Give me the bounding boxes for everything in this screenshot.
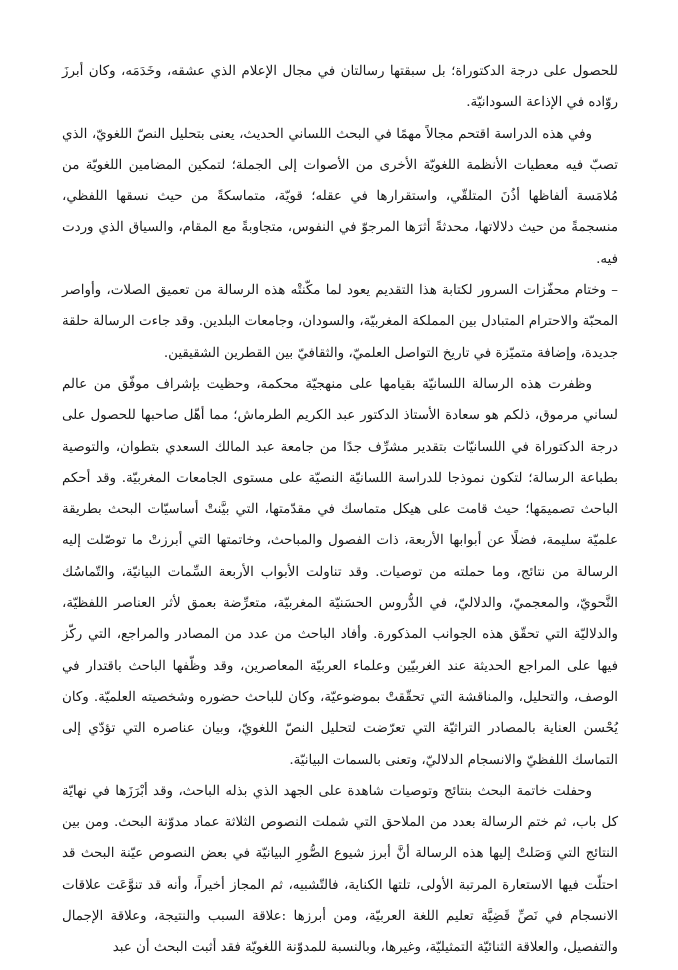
paragraph-study-field: وفي هذه الدراسة اقتحم مجالاً مهمًا في البحث اللساني الحديث، يعنى بتحليل النصّ اللغويّ، الذي تصبّ فيه معطيات الأنظمة اللغويّة الأخرى من الأصوات إلى الجملة؛ لتمكين المضامين اللغويّة من مُلامَسة ألفاظها أذُنَ المتلقّي، واستقرارها في عقله؛ قويّة، متماسكةً من حيث نسقها اللفظي، منسجمةً من حيث دلالاتها، محدثةً أثرَها المرجوّ في النفوس، متجاوبةً مع المقام، والسياق الذي وردت فيه.	[62, 126, 618, 267]
paragraph-intro-continuation: للحصول على درجة الدكتوراة؛ بل سبقتها رسالتان في مجال الإعلام الذي عشقه، وخَدَمَه، وكان أبرزَ روّاده في الإذاعة السودانيّة.	[62, 64, 618, 111]
paragraph-conclusion-results: وحفلت خاتمة البحث بنتائج وتوصيات شاهدة على الجهد الذي بذله الباحث، وقد أبْرَزَها في نهايّة كل باب، ثم ختم الرسالة بعدد من الملاحق التي شملت النصوص الثلاثة عماد مدوّنة البحث. ومن بين النتائج التي وَصَلتْ إليها هذه الرسالة أنَّ أبرز شيوع الصُّورِ البيانيّة في بعض النصوص عيّنة البحث قد احتلّت فيها الاستعارة المرتبة الأولى، تلتها الكناية، فالتّشبيه، ثم المجاز أخيراً، وأنه قد تنوَّعَت علاقات الانسجام في نَصِّ قَضِيَّة تعليم اللغة العربيّة، ومن أبرزها :علاقة السبب والنتيجة، وعلاقة الإجمال والتفصيل، والعلاقة الثنائيّة التمثيليّة، وغيرها، وبالنسبة للمدوّنة اللغويّة فقد أثبت البحث أن عبد	[62, 783, 618, 956]
paragraph-closing-motivation: – وختام محفّزات السرور لكتابة هذا التقديم يعود لما مكّنتْه هذه الرسالة من تعميق الصلات، وأواصر المحبّة والاحترام المتبادل بين المملكة المغربيّة، والسودان، وجامعات البلدين. وقد جاءت الرسالة حلقة جديدة، وإضافة متميّزة في تاريخ التواصل العلميّ، والثقافيّ بين القطرين الشقيقين.	[62, 283, 618, 361]
paragraph-thesis-structure: وظفرت هذه الرسالة اللسانيّة بقيامها على منهجيّة محكمة، وحظيت بإشراف موفّق من عالم لساني مرموق، ذلكم هو سعادة الأستاذ الدكتور عبد الكريم الطرماش؛ مما أهّل صاحبها للحصول على درجة الدكتوراة في اللسانيّات بتقدير مشرِّف جدًا من جامعة عبد المالك السعدي بتطوان، والتوصية بطباعة الرسالة؛ لتكون نموذجا للدراسة اللسانيّة النصيّة على مستوى الجامعات المغربيّة. وقد أحكم الباحث تصميمَها؛ حيث قامت على هيكل متماسك في مقدّمتها، التي بيَّنتْ أساسيّات البحث بطريقة علميّة سليمة، فضلًا عن أبوابها الأربعة، ذات الفصول والمباحث، وخاتمتها التي أبرزتْ ما توصّلت إليه الرسالة من نتائج، وما حملته من توصيات. وقد تناولت الأبواب الأربعة السِّمات البيانيّة، والتّماسُك النَّحويّ، والمعجميّ، والدلاليّ، في الدُّروس الحسَنيّة المغربيّة، متعرِّضة بعمق لأثر العناصر اللفظيّة، والدلاليّة التي تحقّق هذه الجوانب المذكورة. وأفاد الباحث من عدد من المصادر والمراجع، التي ركّز فيها على المراجع الحديثة عند الغربيّين وعلماء العربيّة المعاصرين، وقد وظّفها الباحث باقتدار في الوصف، والتحليل، والمناقشة التي تحقّقتْ بموضوعيّة، وكان للباحث حضوره وشخصيته العلميّة. وكان يُحْسن العناية بالمصادر التراثيّة التي تعرّضت لتحليل النصّ اللغويّ، وبيان عناصره التي تؤدّي إلى التماسك اللفظيّ والانسجام الدلاليّ، وتعنى بالسمات البيانيّة.	[62, 376, 618, 768]
document-page	[62, 56, 618, 964]
